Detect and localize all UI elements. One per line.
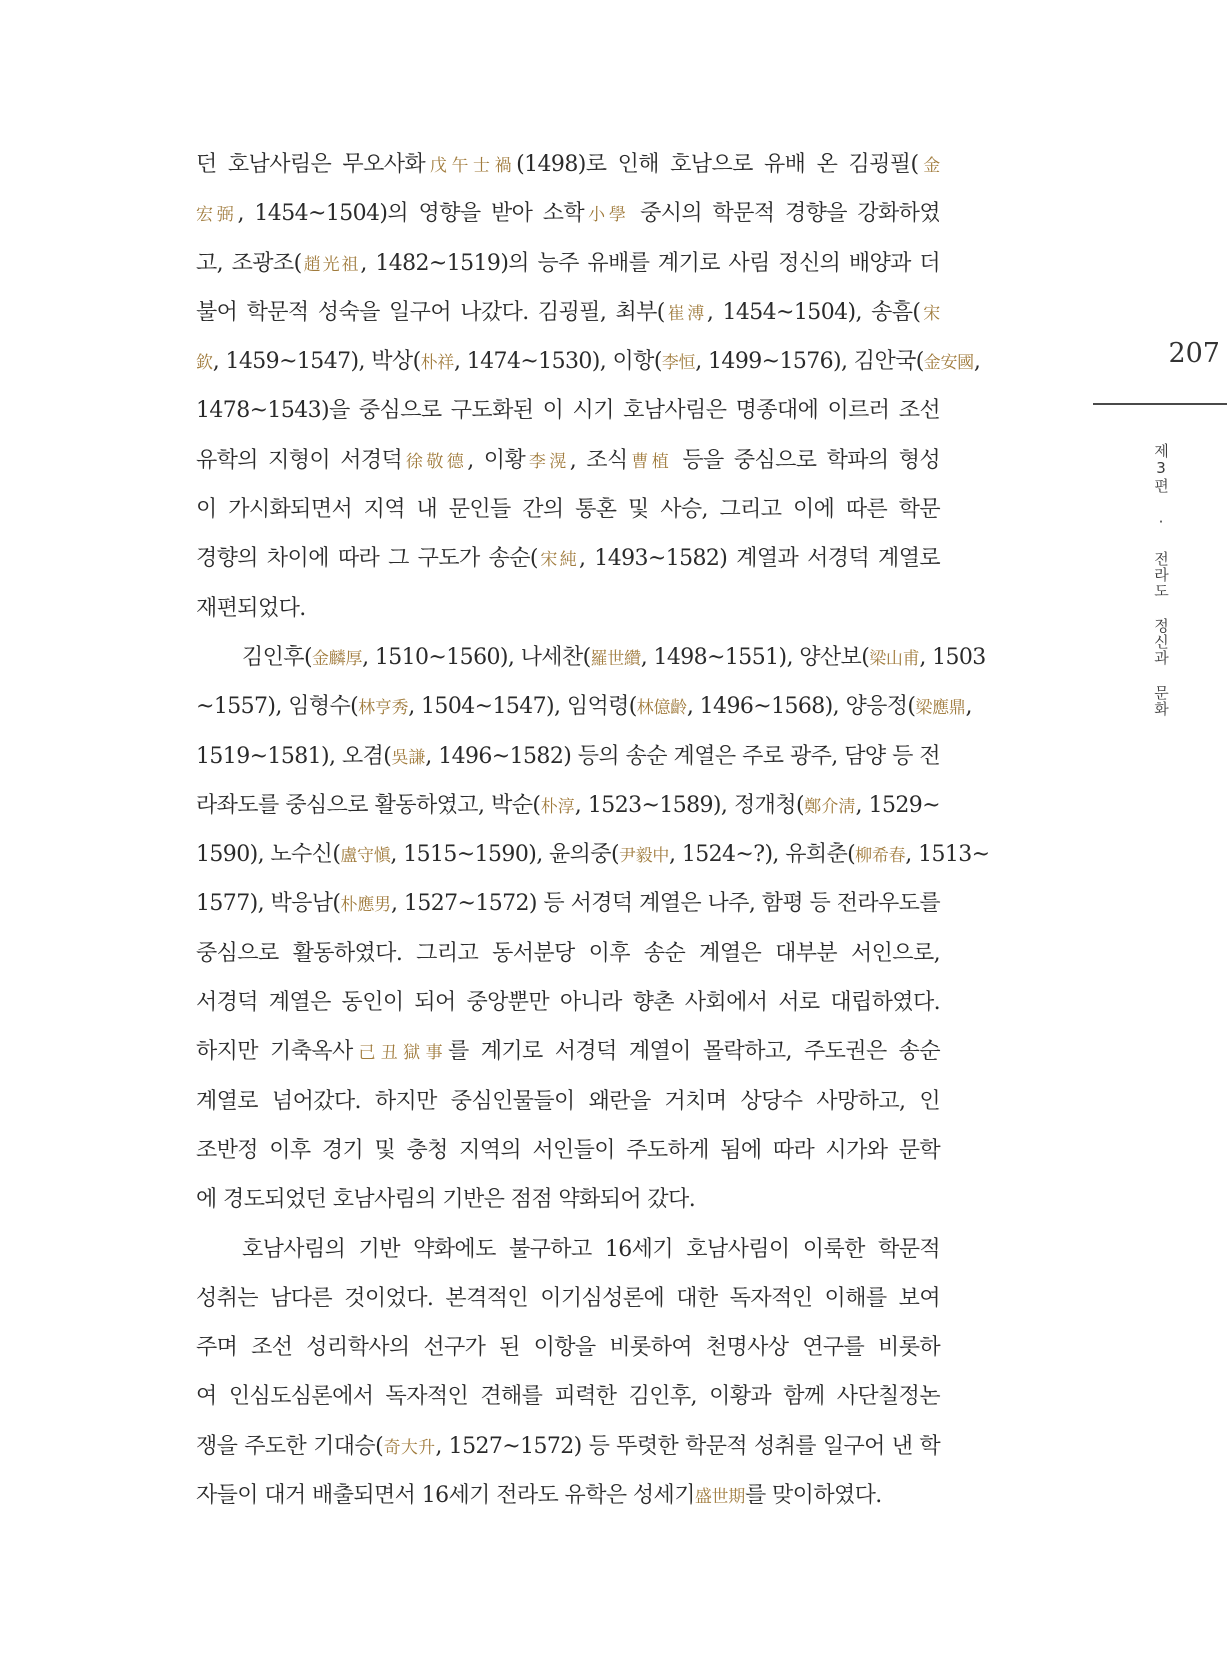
text-segment: , 1504~1547), 임억령( (408, 694, 637, 720)
text-segment: 라좌도를 중심으로 활동하였고, 박순( (196, 792, 541, 818)
text-line (196, 781, 940, 830)
hanja-annotation: 宋 (920, 303, 940, 324)
text-line (196, 1077, 940, 1126)
hanja-annotation: 己丑獄事 (352, 1043, 448, 1064)
text-segment: 김인후( (242, 644, 312, 670)
text-segment: 서경덕 계열은 동인이 되어 중앙뿐만 아니라 향촌 사회에서 서로 대립하였다. (196, 990, 940, 1016)
text-segment: 재편되었다. (196, 595, 306, 621)
hanja-annotation: 尹毅中 (618, 846, 670, 867)
text-segment: 고, 조광조( (196, 250, 302, 276)
text-segment: 중시의 학문적 경향을 강화하였 (629, 201, 940, 227)
text-segment: , 1496~1582) 등의 송순 계열은 주로 광주, 담양 등 전 (425, 743, 940, 769)
section-caption: 제3편 · 전라도 정신과 문화 (1152, 443, 1170, 717)
text-segment: 하지만 기축옥사 (196, 1039, 353, 1065)
hanja-annotation: 趙光祖 (301, 254, 361, 275)
text-line (196, 1274, 940, 1323)
text-segment: , 1474~1530), 이항( (453, 349, 662, 375)
hanja-annotation: 鄭介淸 (803, 796, 856, 817)
text-segment: , 1459~1547), 박상( (212, 349, 421, 375)
text-line (196, 386, 940, 435)
hanja-annotation: 欽 (196, 353, 213, 374)
text-segment: ~1557), 임형수( (196, 694, 359, 720)
text-segment: 1478~1543)을 중심으로 구도화된 이 시기 호남사림은 명종대에 이르러 조선 (196, 398, 940, 424)
text-segment: (1498)로 인해 호남으로 유배 온 김굉필( (516, 152, 919, 177)
text-segment: 1519~1581), 오겸( (196, 743, 392, 769)
text-line (196, 140, 940, 189)
hanja-annotation: 徐敬德 (402, 451, 468, 472)
hanja-annotation: 宏弼 (196, 205, 238, 226)
text-segment: , 1529~ (855, 792, 940, 818)
text-segment: , 1527~1572) 등 뚜렷한 학문적 성취를 일구어 낸 학 (435, 1433, 940, 1459)
text-segment: 1577), 박응남( (196, 891, 341, 917)
hanja-annotation: 吳謙 (391, 747, 426, 768)
text-segment: , 1454~1504)의 영향을 받아 소학 (237, 201, 585, 227)
text-segment: 여 인심도심론에서 독자적인 견해를 피력한 김인후, 이황과 함께 사단칠정논 (196, 1384, 940, 1410)
text-line (196, 1027, 940, 1076)
text-line (196, 732, 940, 781)
text-segment: 계열로 넘어갔다. 하지만 중심인물들이 왜란을 거치며 상당수 사망하고, 인 (196, 1088, 940, 1114)
text-segment: 성취는 남다른 것이었다. 본격적인 이기심성론에 대한 독자적인 이해를 보여 (196, 1285, 940, 1311)
text-segment: , (973, 349, 981, 375)
hanja-annotation: 朴應男 (340, 895, 392, 916)
hanja-annotation: 林億齡 (636, 698, 687, 719)
text-segment: , 1513~ (905, 842, 990, 868)
text-segment: 쟁을 주도한 기대승( (196, 1433, 384, 1459)
hanja-annotation: 梁山甫 (869, 648, 920, 669)
text-line (196, 929, 940, 978)
hanja-annotation: 小學 (584, 205, 630, 226)
page-number: 207 (1168, 338, 1220, 369)
hanja-annotation: 盧守愼 (340, 846, 391, 867)
body-text (196, 140, 990, 1520)
hanja-annotation: 梁應鼎 (915, 698, 966, 719)
hanja-annotation: 金麟厚 (311, 648, 363, 669)
text-line (196, 978, 940, 1027)
text-segment: , 1523~1589), 정개청( (574, 792, 804, 818)
hanja-annotation: 崔溥 (664, 303, 707, 324)
text-segment: 유학의 지형이 서경덕 (196, 447, 403, 473)
text-segment: , 1482~1519)의 능주 유배를 계기로 사림 정신의 배양과 더 (360, 250, 940, 276)
hanja-annotation: 李滉 (525, 451, 570, 472)
text-segment: 중심으로 활동하였다. 그리고 동서분당 이후 송순 계열은 대부분 서인으로, (196, 940, 940, 966)
text-line (196, 830, 990, 879)
text-line (196, 485, 940, 534)
text-segment: , 1515~1590), 윤의중( (390, 842, 619, 868)
text-segment: 등을 중심으로 학파의 형성 (672, 447, 941, 473)
text-segment: , 1510~1560), 나세찬( (362, 644, 591, 670)
text-line (196, 1422, 940, 1471)
hanja-annotation: 朴祥 (420, 353, 454, 374)
hanja-annotation: 盛世期 (694, 1487, 745, 1508)
hanja-annotation: 柳希春 (855, 846, 906, 867)
text-line (196, 584, 940, 633)
hanja-annotation: 朴淳 (540, 796, 575, 817)
hanja-annotation: 羅世纘 (590, 648, 641, 669)
hanja-annotation: 金 (918, 156, 940, 176)
text-line (196, 682, 972, 731)
text-line (196, 534, 940, 583)
text-segment: 불어 학문적 성숙을 일구어 나갔다. 김굉필, 최부( (196, 299, 665, 325)
text-segment: , 1524~?), 유희춘( (669, 842, 856, 868)
hanja-annotation: 曹植 (627, 451, 673, 472)
text-line (196, 1126, 940, 1175)
text-line (196, 436, 940, 485)
text-segment: 주며 조선 성리학사의 선구가 된 이항을 비롯하여 천명사상 연구를 비롯하 (196, 1335, 940, 1361)
text-segment: 호남사림의 기반 약화에도 불구하고 16세기 호남사림이 이룩한 학문적 (242, 1236, 940, 1262)
margin-divider (1093, 403, 1227, 405)
hanja-annotation: 宋純 (537, 550, 579, 571)
text-segment: , 1527~1572) 등 서경덕 계열은 나주, 함평 등 전라우도를 (391, 891, 940, 917)
hanja-annotation: 金安國 (923, 353, 974, 374)
text-line (196, 1471, 940, 1520)
text-segment: 1590), 노수신( (196, 842, 341, 868)
text-segment: , (965, 694, 972, 720)
text-segment: 를 계기로 서경덕 계열이 몰락하고, 주도권은 송순 (447, 1039, 940, 1065)
text-segment: 를 맞이하였다. (744, 1483, 882, 1509)
text-segment: 자들이 대거 배출되면서 16세기 전라도 유학은 성세기 (196, 1483, 695, 1509)
text-segment: 경향의 차이에 따라 그 구도가 송순( (196, 546, 538, 572)
hanja-annotation: 李恒 (661, 353, 696, 374)
text-line (196, 1175, 940, 1224)
text-line (196, 189, 940, 238)
text-line (196, 1323, 940, 1372)
text-segment: , 조식 (569, 447, 628, 473)
text-segment: , 1493~1582) 계열과 서경덕 계열로 (578, 546, 941, 572)
text-segment: , 1454~1504), 송흠( (706, 299, 921, 325)
text-line (196, 239, 940, 288)
text-segment: , 1503 (919, 644, 986, 670)
text-line (196, 1372, 940, 1421)
text-segment: 던 호남사림은 무오사화 (196, 152, 426, 177)
hanja-annotation: 戊午士禍 (425, 156, 517, 176)
text-line (196, 288, 940, 337)
text-segment: 조반정 이후 경기 및 충청 지역의 서인들이 주도하게 됨에 따라 시가와 문학 (196, 1137, 940, 1163)
text-line (196, 879, 940, 928)
hanja-annotation: 林亨秀 (358, 698, 409, 719)
text-segment: 에 경도되었던 호남사림의 기반은 점점 약화되어 갔다. (196, 1187, 696, 1213)
text-segment: , 1498~1551), 양산보( (640, 644, 870, 670)
text-segment: , 이황 (467, 447, 526, 473)
text-segment: , 1496~1568), 양응정( (686, 694, 916, 720)
text-line (196, 633, 986, 682)
text-line (196, 1225, 940, 1274)
text-line (196, 337, 981, 386)
hanja-annotation: 奇大升 (383, 1437, 436, 1458)
text-segment: , 1499~1576), 김안국( (695, 349, 924, 375)
text-segment: 이 가시화되면서 지역 내 문인들 간의 통혼 및 사승, 그리고 이에 따른 학문 (196, 497, 940, 523)
